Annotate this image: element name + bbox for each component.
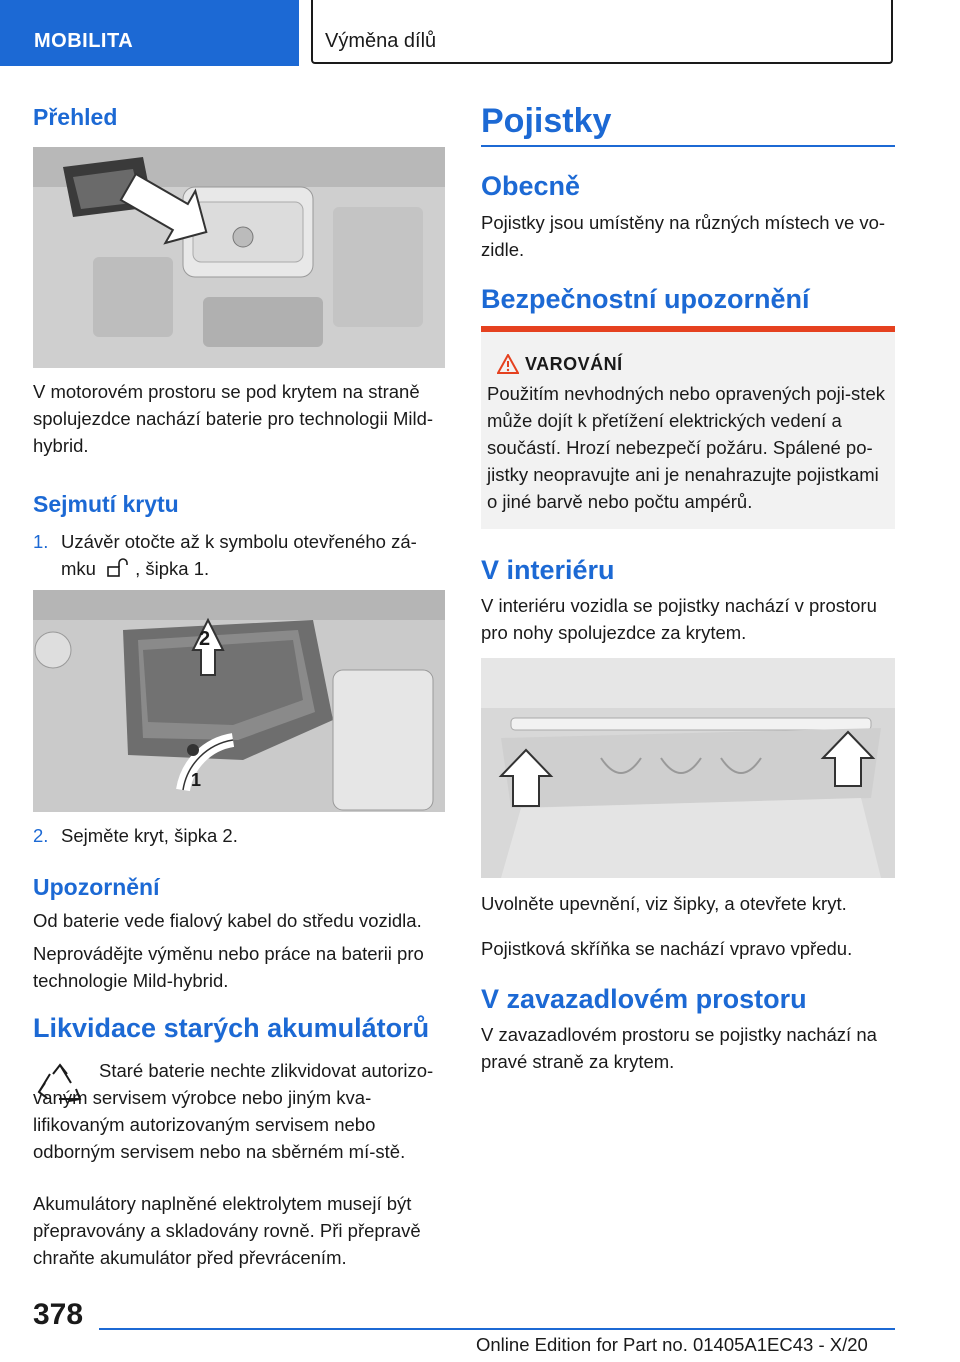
note-heading: Upozornění bbox=[33, 874, 160, 900]
engine-bay-image bbox=[33, 147, 445, 368]
edition-text: Online Edition for Part no. 01405A1EC43 - X/20 bbox=[476, 1334, 868, 1355]
warning-triangle-icon bbox=[497, 354, 519, 374]
chapter-title: Výměna dílů bbox=[325, 30, 437, 52]
disposal-text-1: Staré baterie nechte zlikvidovat autorizo-vaným servisem výrobce nebo jiným kva-lifikovaným autorizovaným servisem nebo odborným servisem nebo na sběrném mí-stě. bbox=[33, 1060, 434, 1162]
step-2-number: 2. bbox=[33, 825, 49, 846]
footer-rule bbox=[99, 1328, 895, 1330]
step-2 bbox=[33, 822, 445, 849]
step-1-text-c: , šipka 1. bbox=[135, 558, 210, 579]
cover-removal-image bbox=[33, 590, 445, 812]
warning-label: VAROVÁNÍ bbox=[525, 354, 623, 374]
step-1-number: 1. bbox=[33, 531, 49, 552]
general-heading: Obecně bbox=[481, 171, 581, 201]
step-1 bbox=[33, 528, 445, 582]
trunk-heading: V zavazadlovém prostoru bbox=[481, 984, 807, 1014]
title-rule bbox=[481, 145, 895, 147]
overview-heading: Přehled bbox=[33, 104, 118, 130]
section-title: MOBILITA bbox=[34, 30, 134, 52]
remove-cover-heading: Sejmutí krytu bbox=[33, 491, 179, 517]
open-lock-icon bbox=[105, 558, 131, 578]
disposal-text-2: Akumulátory naplněné elektrolytem musejí být přepravovány a skladovány rovně. Při přepravě chraňte akumulátor před převrácením. bbox=[33, 1193, 421, 1268]
warning-text: Použitím nevhodných nebo opravených poji-stek může dojít k přetížení elektrických vedení a součástí. Hrozí nebezpečí požáru. Spálené po-jistky neopravujte ani je nenahrazujte pojistkami o jiné barvě nebo počtu ampérů. bbox=[487, 383, 885, 512]
interior-instruction: Uvolněte upevnění, viz šipky, a otevřete kryt. bbox=[481, 893, 847, 914]
chapter-tab bbox=[311, 0, 893, 64]
interior-location: Pojistková skříňka se nachází vpravo vpředu. bbox=[481, 938, 853, 959]
disposal-heading: Likvidace starých akumulátorů bbox=[33, 1013, 430, 1043]
section-tab bbox=[0, 0, 299, 66]
step-1-text-b: mku bbox=[61, 558, 96, 579]
interior-heading: V interiéru bbox=[481, 555, 615, 585]
interior-text: V interiéru vozidla se pojistky nachází v prostoru pro nohy spolujezdce za krytem. bbox=[481, 595, 877, 643]
callout-2: 2 bbox=[199, 628, 211, 650]
general-text: Pojistky jsou umístěny na různých místech ve vo-zidle. bbox=[481, 212, 886, 260]
overview-text: V motorovém prostoru se pod krytem na straně spolujezdce nachází baterie pro technologii Mild-hybrid. bbox=[33, 381, 434, 456]
safety-heading: Bezpečnostní upozornění bbox=[481, 284, 810, 314]
step-2-text: Sejměte kryt, šipka 2. bbox=[61, 825, 238, 846]
fuses-title: Pojistky bbox=[481, 102, 612, 140]
note-text-2: Neprovádějte výměnu nebo práce na baterii pro technologie Mild-hybrid. bbox=[33, 943, 424, 991]
interior-fusebox-image bbox=[481, 658, 895, 878]
warning-box bbox=[481, 332, 895, 529]
note-text-1: Od baterie vede fialový kabel do středu vozidla. bbox=[33, 910, 422, 931]
callout-1: 1 bbox=[191, 770, 202, 790]
trunk-text: V zavazadlovém prostoru se pojistky nachází na pravé straně za krytem. bbox=[481, 1024, 877, 1072]
page-number: 378 bbox=[33, 1298, 84, 1331]
step-1-text-a: Uzávěr otočte až k symbolu otevřeného zá- bbox=[61, 531, 417, 552]
